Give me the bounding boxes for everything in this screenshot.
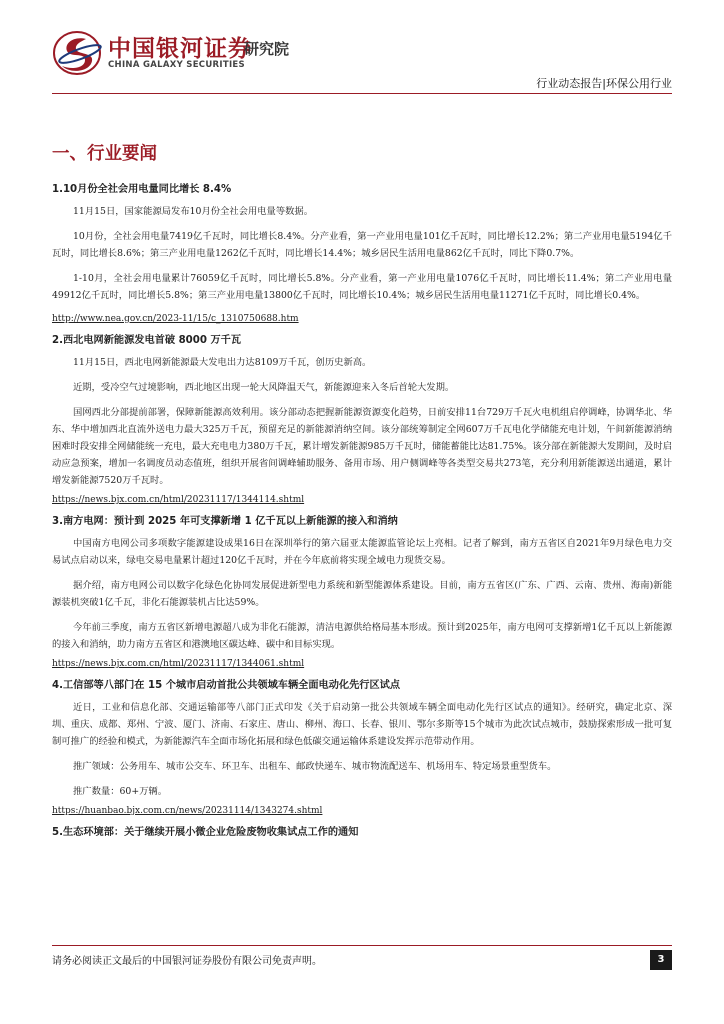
news-paragraph: 11月15日，西北电网新能源最大发电出力达8109万千瓦，创历史新高。 [73, 357, 372, 368]
news-paragraph: 据介绍，南方电网公司以数字化绿色化协同发展促进新型电力系统和新型能源体系建设。目前，南方五省区(广东、广西、云南、贵州、海南)新能源装机突破1亿千瓦，非化石能源装机占比达59%。 [52, 580, 672, 608]
source-link[interactable]: https://huanbao.bjx.com.cn/news/20231114/1343274.shtml [52, 806, 323, 816]
main-content [52, 140, 672, 838]
source-link[interactable]: https://news.bjx.com.cn/html/20231117/1344114.shtml [52, 495, 305, 505]
news-paragraph: 推广数量：60+万辆。 [73, 786, 167, 797]
news-item-title: 3.南方电网：预计到 2025 年可支撑新增 1 亿千瓦以上新能源的接入和消纳 [52, 516, 398, 527]
brand-name-cn: 中国银河证券 [108, 36, 252, 62]
news-item [52, 512, 672, 669]
news-item-title: 4.工信部等八部门在 15 个城市启动首批公共领域车辆全面电动化先行区试点 [52, 680, 401, 691]
institute-label: 研究院 [244, 40, 290, 58]
news-paragraph: 近日，工业和信息化部、交通运输部等八部门正式印发《关于启动第一批公共领域车辆全面电动化先行区试点的通知》。经研究，确定北京、深圳、重庆、成都、郑州、宁波、厦门、济南、石家庄、唐山、柳州、海口、长春、银川、鄂尔多斯等15个城市为此次试点城市，鼓励探索形成一批可复制可推广的经验和模式，为新能源汽车全面市场化拓展和绿色低碳交通运输体系建设发挥示范带动作用。 [52, 702, 672, 747]
news-item [52, 331, 672, 505]
news-paragraph: 推广领域：公务用车、城市公交车、环卫车、出租车、邮政快递车、城市物流配送车、机场用车、特定场景重型货车。 [73, 761, 557, 772]
report-type: 行业动态报告|环保公用行业 [536, 77, 672, 90]
news-paragraph: 11月15日，国家能源局发布10月份全社会用电量等数据。 [73, 206, 314, 217]
news-item [52, 180, 672, 324]
source-link[interactable]: https://news.bjx.com.cn/html/20231117/1344061.shtml [52, 659, 305, 669]
header-divider [52, 93, 672, 94]
news-paragraph: 1-10月，全社会用电量累计76059亿千瓦时，同比增长5.8%。分产业看，第一产业用电量1076亿千瓦时，同比增长11.4%；第二产业用电量49912亿千瓦时，同比增长5.8%；第三产业用电量13800亿千瓦时，同比增长10.4%；城乡居民生活用电量11271亿千瓦时，同比增长0.4%。 [52, 273, 672, 301]
news-paragraph: 中国南方电网公司多项数字能源建设成果16日在深圳举行的第六届亚太能源监管论坛上亮相。记者了解到，南方五省区自2021年9月绿色电力交易试点启动以来，绿电交易电量累计超过120亿千瓦时，并在今年底前将实现全域电力现货交易。 [52, 538, 672, 566]
news-item-title: 5.生态环境部：关于继续开展小微企业危险废物收集试点工作的通知 [52, 827, 359, 838]
source-link[interactable]: http://www.nea.gov.cn/2023-11/15/c_1310750688.htm [52, 314, 299, 324]
news-item-title: 1.10月份全社会用电量同比增长 8.4% [52, 184, 232, 195]
news-paragraph: 近期，受冷空气过境影响，西北地区出现一轮大风降温天气，新能源迎来入冬后首轮大发期。 [73, 382, 455, 393]
news-paragraph: 今年前三季度，南方五省区新增电源超八成为非化石能源，清洁电源供给格局基本形成。预计到2025年，南方电网可支撑新增1亿千瓦以上新能源的接入和消纳，助力南方五省区和港澳地区碳达峰、碳中和目标实现。 [52, 622, 672, 650]
news-paragraph: 10月份，全社会用电量7419亿千瓦时，同比增长8.4%。分产业看，第一产业用电量101亿千瓦时，同比增长12.2%；第二产业用电量5194亿千瓦时，同比增长8.6%；第三产业用电量1262亿千瓦时，同比增长14.4%；城乡居民生活用电量862亿千瓦时，同比下降0.7%。 [52, 231, 672, 259]
news-paragraph: 国网西北分部提前部署，保障新能源高效利用。该分部动态把握新能源资源变化趋势，日前安排11台729万千瓦火电机组启停调峰，协调华北、华东、华中增加西北直流外送电力最大325万千瓦，预留充足的新能源消纳空间。该分部统筹制定全网607万千瓦电化学储能充电计划，午间新能源消纳困难时段安排全网储能统一充电，最大充电电力380万千瓦，累计增发新能源985万千瓦时，储能蓄能比达81.75%。该分部在新能源大发期间，及时启动应急预案，增加一名调度员动态值班，组织开展省间调峰辅助服务、备用市场、用户侧调峰等各类型交易共273笔，充分利用新能源送出通道，累计增发新能源7520万千瓦时。 [52, 407, 672, 486]
news-item [52, 823, 672, 838]
disclaimer-text: 请务必阅读正文最后的中国银河证券股份有限公司免责声明。 [52, 956, 322, 967]
brand-name-en: CHINA GALAXY SECURITIES [108, 60, 245, 70]
page-header [0, 0, 724, 95]
news-item-title: 2.西北电网新能源发电首破 8000 万千瓦 [52, 335, 242, 346]
news-item [52, 676, 672, 816]
footer-divider [52, 945, 672, 946]
section-title: 一、行业要闻 [52, 144, 157, 164]
galaxy-logo-icon [52, 30, 102, 76]
page-number: 3 [650, 950, 672, 970]
